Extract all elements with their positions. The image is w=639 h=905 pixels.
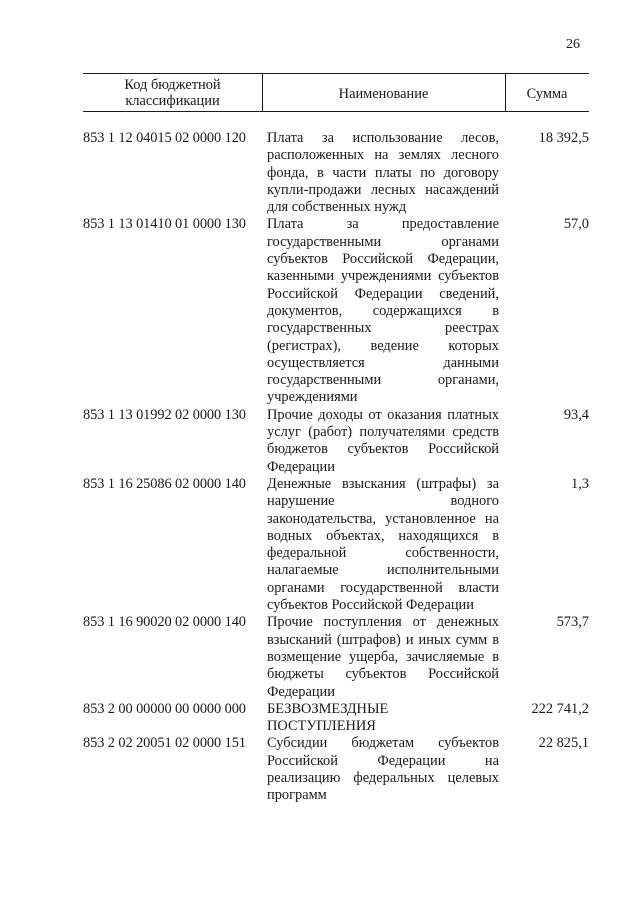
revenue-name-cell: Плата за использование лесов, расположенных на землях лесного фонда, в части платы по договору купли-продажи лесных насаждений для собственных нужд	[267, 130, 499, 216]
budget-table-body	[83, 130, 589, 805]
table-row	[83, 407, 589, 476]
budget-code-cell: 853 1 13 01992 02 0000 130	[83, 406, 246, 423]
revenue-name-cell: Прочие поступления от денежных взысканий (штрафов) и иных сумм в возмещение ущерба, зачисляемые в бюджеты субъектов Российской Федерации	[267, 614, 499, 700]
table-row	[83, 476, 589, 614]
column-header-name: Наименование	[338, 86, 429, 102]
amount-cell: 93,4	[563, 406, 589, 423]
table-row	[83, 735, 589, 804]
page-number: 26	[566, 37, 580, 52]
table-header-bottom-rule	[83, 111, 589, 112]
revenue-name-cell: Плата за предоставление государственными органами субъектов Российской Федерации, казенными учреждениями субъектов Российской Федерации сведений, документов, содержащихся в государственных реестрах (регистрах), ведение которых осуществляется данными государственными органами, учреждениями	[267, 216, 499, 406]
budget-code-cell: 853 1 13 01410 01 0000 130	[83, 216, 246, 233]
amount-cell: 1,3	[571, 475, 589, 492]
budget-code-cell: 853 2 02 20051 02 0000 151	[83, 735, 246, 752]
amount-cell: 573,7	[556, 614, 589, 631]
budget-code-cell: 853 1 12 04015 02 0000 120	[83, 130, 246, 146]
table-header-top-rule	[83, 73, 589, 74]
amount-cell: 57,0	[563, 216, 589, 233]
amount-cell: 22 825,1	[538, 735, 589, 752]
budget-code-cell: 853 1 16 25086 02 0000 140	[83, 475, 246, 492]
amount-cell: 222 741,2	[531, 700, 589, 717]
column-header-sum: Сумма	[526, 86, 568, 102]
revenue-name-cell: Денежные взыскания (штрафы) за нарушение водного законодательства, установленное на водных объектах, находящихся в федеральной собственности, налагаемые исполнительными органами государственной власти субъектов Российской Федерации	[267, 475, 499, 614]
revenue-name-cell: БЕЗВОЗМЕЗДНЫЕ ПОСТУПЛЕНИЯ	[267, 700, 389, 735]
amount-cell: 18 392,5	[538, 130, 589, 146]
revenue-name-cell: Прочие доходы от оказания платных услуг (работ) получателями средств бюджетов субъектов Российской Федерации	[267, 406, 499, 475]
budget-code-cell: 853 1 16 90020 02 0000 140	[83, 614, 246, 631]
column-header-code: Код бюджетной классификации	[124, 77, 221, 109]
table-row	[83, 701, 589, 736]
table-row	[83, 130, 589, 216]
budget-code-cell: 853 2 00 00000 00 0000 000	[83, 700, 246, 717]
revenue-name-cell: Субсидии бюджетам субъектов Российской Федерации на реализацию федеральных целевых программ	[267, 735, 499, 804]
table-row	[83, 216, 589, 406]
table-row	[83, 614, 589, 700]
